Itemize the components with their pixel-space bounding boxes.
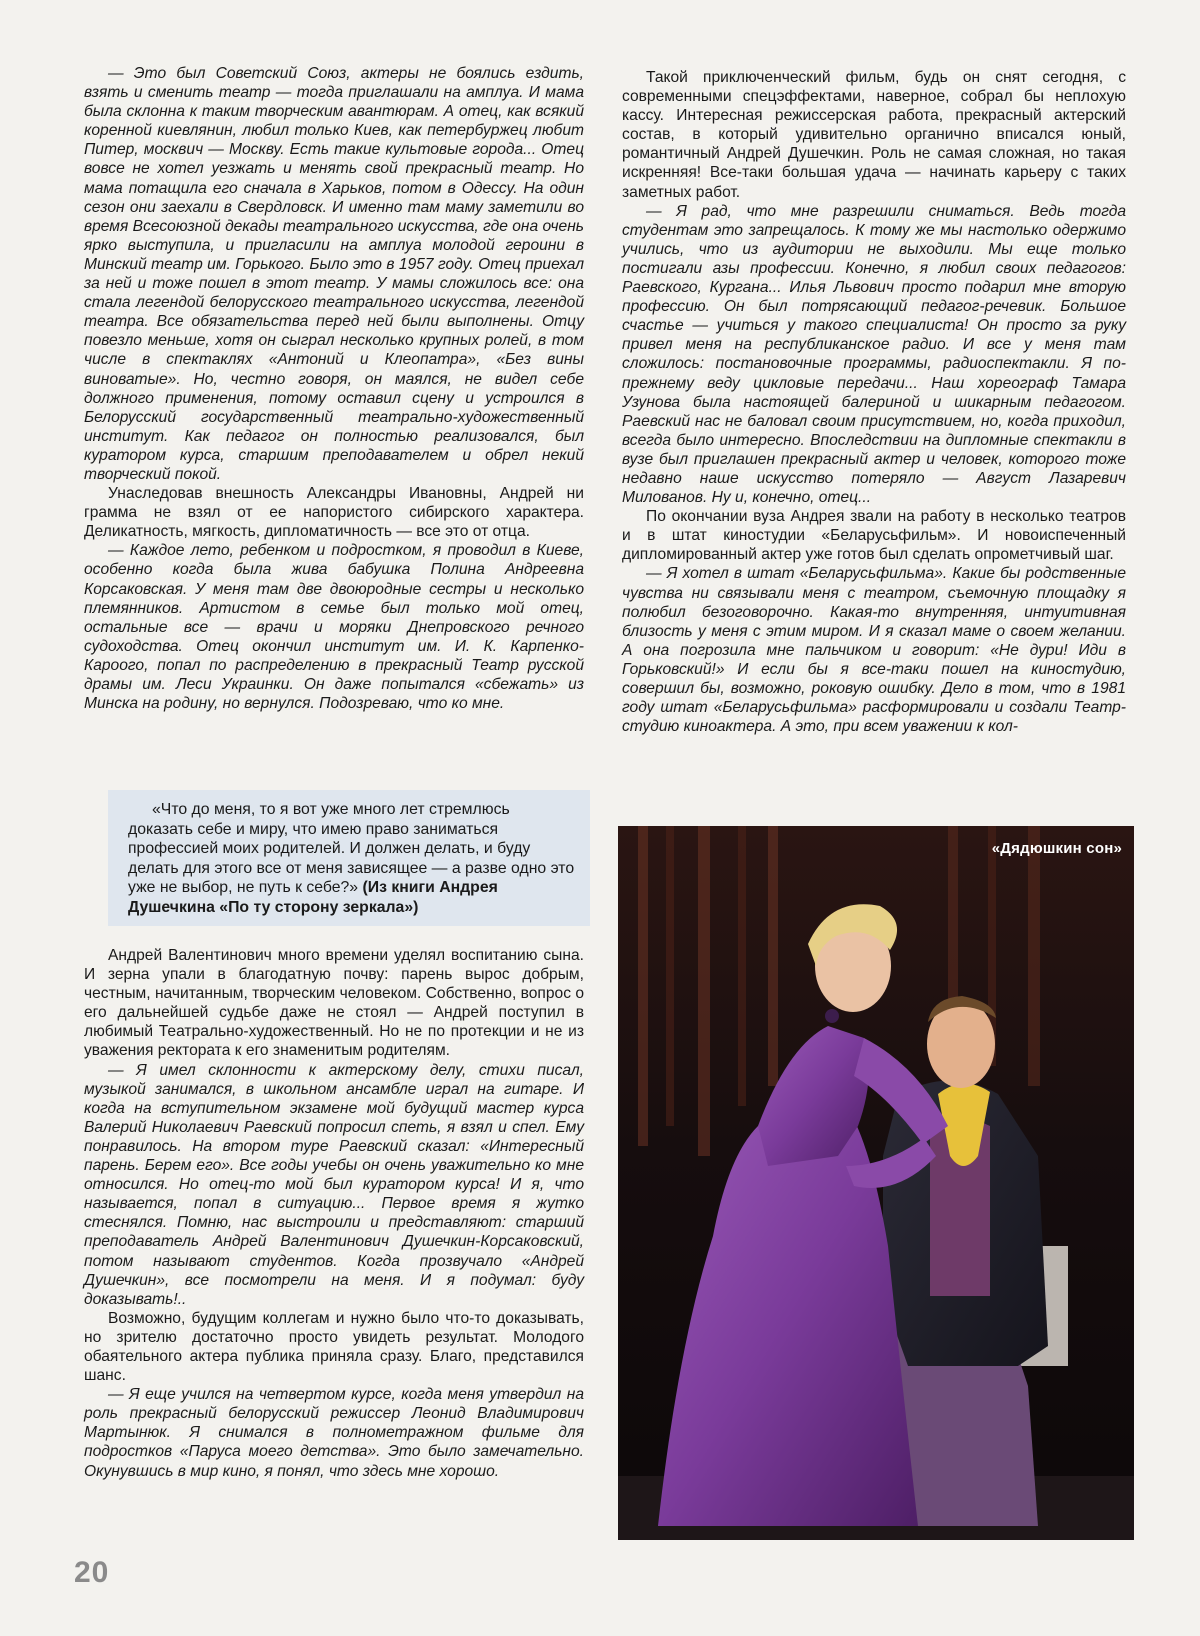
paragraph: — Это был Советский Союз, актеры не боялись ездить, взять и сменить театр — тогда приглашали на амплуа. И мама была склонна к таким творческим авантюрам. А отец, как всякий коренной киевлянин, любил только Киев, как петербуржец любит Питер, москвич — Москву. Есть такие культовые города... Отец вовсе не хотел уезжать и менять свой прекрасный театр. Но мама потащила его сначала в Харьков, потом в Одессу. На один сезон они заехали в Свердловск. И именно там маму заметили во время Всесоюзной декады театрального искусства, где она очень ярко выступила, и пригласили на амплуа молодой героини в Минский театр им. Горького. Было это в 1957 году. Отец приехал за ней и тоже пошел в этот театр. У мамы сложилось все: она стала легендой белорусского театрального искусства, легендой театра. Все обязательства перед ней были выполнены. Отцу повезло меньше, хотя он сыграл несколько крупных ролей, в том числе в спектаклях «Антоний и Клеопатра», «Без вины виноватые». Но, честно говоря, он маялся, не видел себе должного применения, потому оставил сцену и устроился в Белорусский государственный театрально-художественный институт. Как педагог он полностью реализовался, был куратором курса, старшим преподавателем и обрел некий творческий покой. <box>84 65 584 483</box>
page-number: 20 <box>74 1556 110 1589</box>
paragraph: — Я имел склонности к актерскому делу, стихи писал, музыкой занимался, в школьном ансамбле играл на гитаре. И когда на вступительном экзамене мой будущий мастер курса Валерий Николаевич Раевский попросил спеть, я взял и спел. Ему понравилось. На втором туре Раевский сказал: «Интересный парень. Берем его». Все годы учебы он очень уважительно ко мне относился. Но отец-то мой был куратором курса! И я, что называется, попал в ситуацию... Первое время я жутко стеснялся. Помню, нас выстроили и представляют: старший преподаватель Андрей Валентинович Душечкин-Корсаковский, потом называют студентов. Когда прозвучало «Андрей Душечкин», все посмотрели на меня. И я подумал: буду доказывать!.. <box>84 1061 584 1308</box>
pull-quote-source: (Из книги Андрея Душечкина «По ту сторону зеркала») <box>128 879 498 916</box>
article-column-left-bottom <box>84 946 584 1481</box>
paragraph: — Я рад, что мне разрешили сниматься. Ведь тогда студентам это запрещалось. К тому же мы настолько одержимо учились, что из аудитории не выходили. Мы еще только постигали азы профессии. Конечно, я любил своих педагогов: Раевского, Кургана... Илья Львович просто подарил мне вторую профессию. Он был потрясающий педагог-речевик. Большое счастье — учиться у такого специалиста! Он просто за руку привел меня на республиканское радио. И все у меня там сложилось: постановочные программы, радиоспектакли. Я по-прежнему веду цикловые передачи... Наш хореограф Тамара Узунова была настоящей балериной и шикарным педагогом. Раевский нас не баловал своим присутствием, но, когда приходил, всегда было интересно. Впоследствии на дипломные спектакли в вузе был приглашен прекрасный актер и человек, которого тоже недавно наше искусство потеряло — Август Лазаревич Милованов. Ну и, конечно, отец... <box>622 202 1126 507</box>
paragraph: — Каждое лето, ребенком и подростком, я проводил в Киеве, особенно когда была жива бабушка Полина Андреевна Корсаковская. У меня там две двоюродные сестры и несколько племянников. Артистом в семье был только мой отец, остальные все — врачи и моряки Днепровского речного судоходства. Отец окончил институт им. И. К. Карпенко-Кароого, попал по распределению в прекрасный Театр русской драмы им. Леси Украинки. Он даже попытался «сбежать» из Минска на родину, но вернулся. Подозреваю, что ко мне. <box>84 542 584 713</box>
pull-quote <box>108 790 590 926</box>
paragraph: — Я хотел в штат «Беларусьфильма». Какие бы родственные чувства ни связывали меня с театром, съемочную площадку я полюбил безоговорочно. Какая-то внутренняя, интуитивная близость у меня с этим миром. И я сказал маме о своем желании. А она погрозила мне пальчиком и говорит: «Не дури! Иди в Горьковский!» И если бы я все-таки пошел на киностудию, совершил бы, возможно, роковую ошибку. Дело в том, что в 1981 году штат «Беларусьфильма» расформировали и создали Театр-студию киноактера. А это, при всем уважении к кол- <box>622 565 1126 736</box>
paragraph: Такой приключенческий фильм, будь он снят сегодня, с современными спецэффектами, наверное, собрал бы неплохую кассу. Интересная режиссерская работа, прекрасный актерский состав, в который удивительно органично вписался юный, романтичный Андрей Душечкин. Роль не самая сложная, но такая искренняя! Все-таки большая удача — начинать карьеру с таких заметных работ. <box>622 69 1126 201</box>
paragraph: По окончании вуза Андрея звали на работу в несколько театров и в штат киностудии «Беларусьфильм». И новоиспеченный дипломированный актер уже готов был сделать опрометчивый шаг. <box>622 508 1126 564</box>
paragraph: — Я еще учился на четвертом курсе, когда меня утвердил на роль прекрасный белорусский режиссер Леонид Владимирович Мартынюк. Я снимался в полнометражном фильме для подростков «Паруса моего детства». Это было замечательно. Окунувшись в мир кино, я понял, что здесь мне хорошо. <box>84 1386 584 1480</box>
stage-photo-illustration <box>618 826 1134 1540</box>
paragraph: Унаследовав внешность Александры Ивановны, Андрей ни грамма не взял от ее напористого сибирского характера. Деликатность, мягкость, дипломатичность — все это от отца. <box>84 485 584 541</box>
article-column-left-top <box>84 64 584 713</box>
pull-quote-body: «Что до меня, то я вот уже много лет стремлюсь доказать себе и миру, что имею право заниматься профессией моих родителей. И должен делать, и буду делать для этого все от меня зависящее — а разве одно это уже не выбор, не путь к себе?» <box>128 801 575 897</box>
article-column-right <box>622 68 1126 736</box>
paragraph: Андрей Валентинович много времени уделял воспитанию сына. И зерна упали в благодатную почву: парень вырос добрым, честным, начитанным, творческим человеком. Собственно, вопрос о его дальнейшей судьбе даже не стоял — Андрей поступил в любимый Театрально-художественный. Но не по протекции и не из уважения ректората к его знаменитым родителям. <box>84 947 585 1060</box>
paragraph: Возможно, будущим коллегам и нужно было что-то доказывать, но зрителю достаточно просто увидеть результат. Молодого обаятельного актера публика приняла сразу. Благо, представился шанс. <box>84 1309 584 1385</box>
photo-caption: «Дядюшкин сон» <box>991 840 1122 857</box>
stage-photo <box>618 826 1134 1540</box>
pull-quote-text <box>128 800 576 918</box>
